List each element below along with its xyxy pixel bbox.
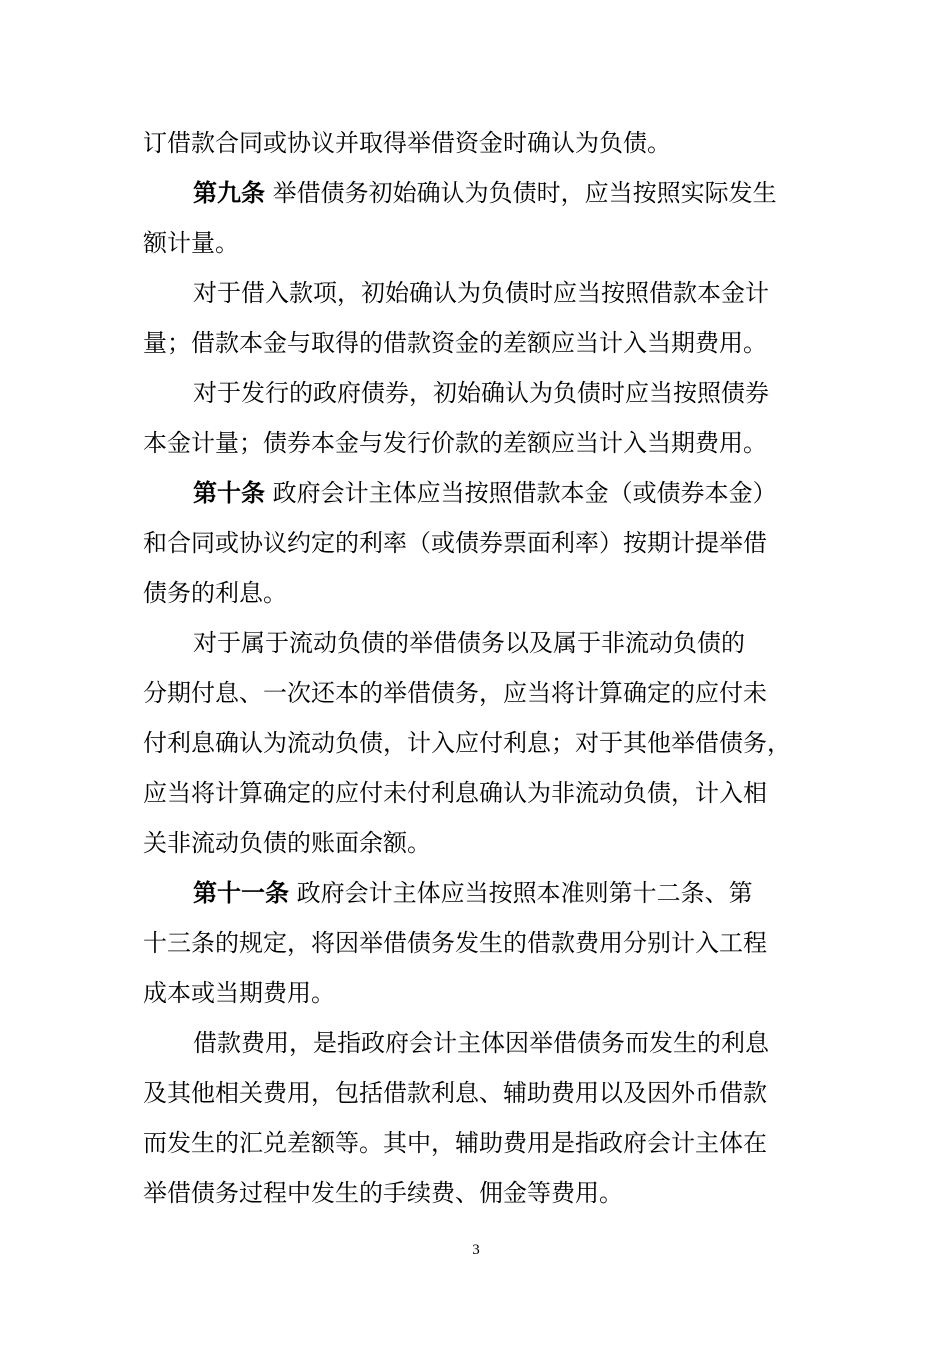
- line-text: 而发生的汇兑差额等。其中，辅助费用是指政府会计主体在: [143, 1129, 767, 1157]
- line-text: 举借债务初始确认为负债时，应当按照实际发生: [265, 179, 777, 207]
- line-text: 对于借入款项，初始确认为负债时应当按照借款本金计: [193, 279, 769, 307]
- article-label: 第十一条: [193, 879, 289, 907]
- line-text: 应当将计算确定的应付未付利息确认为非流动负债，计入相: [143, 779, 767, 807]
- text-line: [143, 968, 823, 1018]
- paragraph-start-line: [193, 268, 823, 318]
- line-text: 量；借款本金与取得的借款资金的差额应当计入当期费用。: [143, 329, 767, 357]
- text-line: [143, 1068, 823, 1118]
- line-text: 政府会计主体应当按照本准则第十二条、第: [289, 879, 753, 907]
- text-line: [143, 418, 823, 468]
- article-11-heading-line: [193, 868, 823, 918]
- line-text: 本金计量；债券本金与发行价款的差额应当计入当期费用。: [143, 429, 767, 457]
- line-text: 成本或当期费用。: [143, 979, 335, 1007]
- line-text: 政府会计主体应当按照借款本金（或债券本金）: [265, 479, 777, 507]
- text-line: [143, 218, 823, 268]
- line-text: 及其他相关费用，包括借款利息、辅助费用以及因外币借款: [143, 1079, 767, 1107]
- text-line: [143, 718, 823, 768]
- line-text: 额计量。: [143, 229, 239, 257]
- text-line: [143, 118, 823, 168]
- page-number: 3: [472, 1242, 480, 1258]
- line-text: 分期付息、一次还本的举借债务，应当将计算确定的应付未: [143, 679, 767, 707]
- line-text: 十三条的规定，将因举借债务发生的借款费用分别计入工程: [143, 929, 767, 957]
- paragraph-start-line: [193, 368, 823, 418]
- text-line: [143, 1118, 823, 1168]
- text-line: [143, 1168, 823, 1218]
- text-line: [143, 918, 823, 968]
- text-line: [143, 768, 823, 818]
- article-9-heading-line: [193, 168, 823, 218]
- article-label: 第十条: [193, 479, 265, 507]
- article-10-heading-line: [193, 468, 823, 518]
- line-text: 对于发行的政府债券，初始确认为负债时应当按照债券: [193, 379, 769, 407]
- line-text: 举借债务过程中发生的手续费、佣金等费用。: [143, 1179, 623, 1207]
- paragraph-start-line: [193, 618, 823, 668]
- text-line: [143, 568, 823, 618]
- line-text: 借款费用，是指政府会计主体因举借债务而发生的利息: [193, 1029, 769, 1057]
- text-line: [143, 518, 823, 568]
- text-line: [143, 318, 823, 368]
- text-line: [143, 668, 823, 718]
- paragraph-start-line: [193, 1018, 823, 1068]
- article-label: 第九条: [193, 179, 265, 207]
- line-text: 订借款合同或协议并取得举借资金时确认为负债。: [143, 129, 671, 157]
- line-text: 付利息确认为流动负债，计入应付利息；对于其他举借债务，: [143, 729, 791, 757]
- text-line: [143, 818, 823, 868]
- line-text: 对于属于流动负债的举借债务以及属于非流动负债的: [193, 629, 745, 657]
- line-text: 债务的利息。: [143, 579, 287, 607]
- line-text: 和合同或协议约定的利率（或债券票面利率）按期计提举借: [143, 529, 767, 557]
- line-text: 关非流动负债的账面余额。: [143, 829, 431, 857]
